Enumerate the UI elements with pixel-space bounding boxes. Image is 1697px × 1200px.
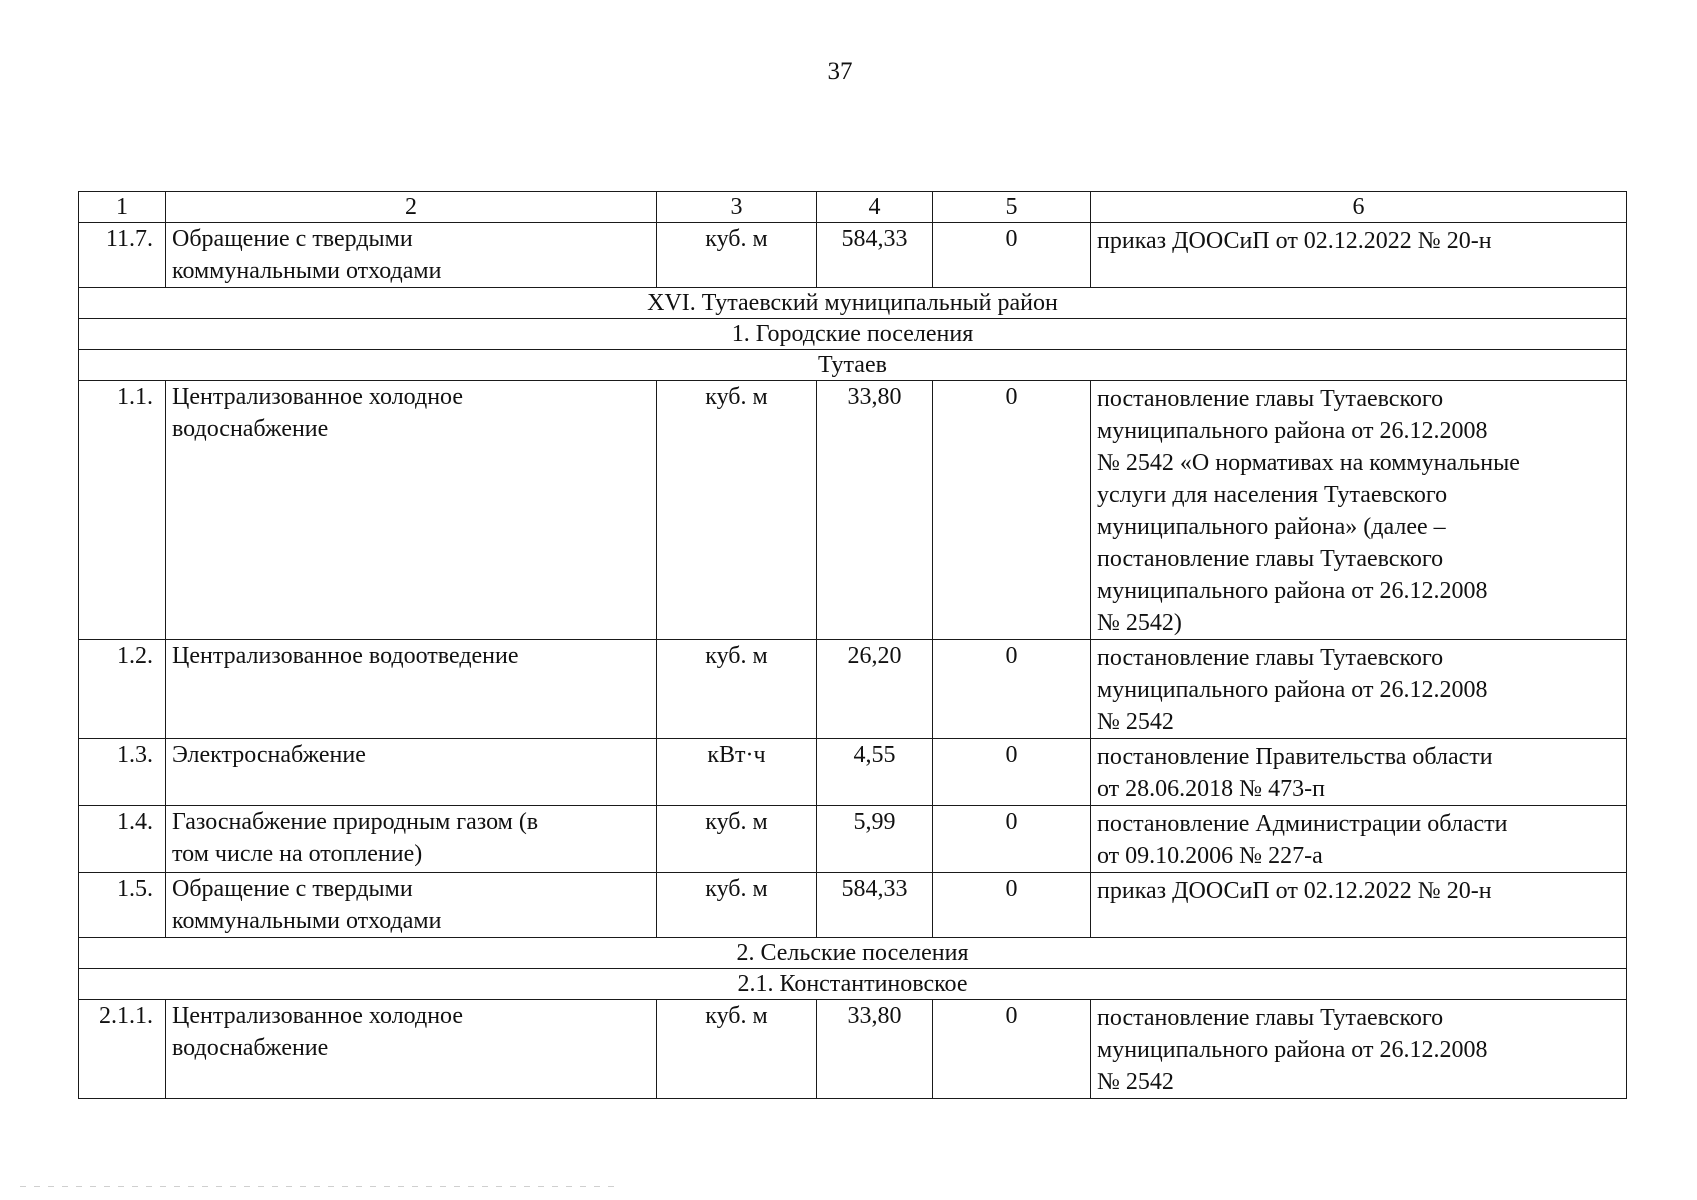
service-name [166,640,657,739]
column-5-value: 0 [933,1000,1091,1099]
service-name-line: Обращение с твердыми [172,226,413,252]
table-row [79,806,1627,873]
legal-basis [1091,806,1627,873]
service-name-line: том числе на отопление) [172,841,423,867]
legal-basis-line: приказ ДООСиП от 02.12.2022 № 20-н [1097,228,1492,254]
unit: кВт·ч [657,739,817,806]
row-number: 1.3. [79,739,166,806]
service-name-line: Централизованное холодное [172,384,463,410]
column-5-value: 0 [933,873,1091,938]
legal-basis-line: муниципального района от 26.12.2008 [1097,1037,1488,1063]
unit: куб. м [657,1000,817,1099]
section-heading-row [79,288,1627,319]
service-name [166,1000,657,1099]
service-name [166,806,657,873]
service-name [166,223,657,288]
scan-artifact-line [20,1186,620,1187]
legal-basis-line: постановление главы Тутаевского [1097,386,1444,412]
legal-basis-line: муниципального района от 26.12.2008 [1097,418,1488,444]
legal-basis-line: от 28.06.2018 № 473-п [1097,776,1325,802]
table-row [79,223,1627,288]
legal-basis-line: № 2542 «О нормативах на коммунальные [1097,450,1520,476]
column-5-value: 0 [933,381,1091,640]
section-heading: 2.1. Константиновское [79,969,1627,1000]
service-name-line: Обращение с твердыми [172,876,413,902]
legal-basis-line: муниципального района» (далее – [1097,514,1446,540]
service-name-line: водоснабжение [172,1035,329,1061]
row-number: 1.1. [79,381,166,640]
norm-value: 33,80 [817,1000,933,1099]
legal-basis [1091,739,1627,806]
legal-basis-line: № 2542 [1097,709,1174,735]
legal-basis-line: постановление главы Тутаевского [1097,1005,1444,1031]
legal-basis [1091,1000,1627,1099]
legal-basis-line: постановление главы Тутаевского [1097,645,1444,671]
legal-basis-line: приказ ДООСиП от 02.12.2022 № 20-н [1097,878,1492,904]
column-number-header: 6 [1091,192,1627,223]
legal-basis [1091,873,1627,938]
unit: куб. м [657,223,817,288]
legal-basis-line: № 2542 [1097,1069,1174,1095]
column-number-header: 1 [79,192,166,223]
unit: куб. м [657,873,817,938]
section-heading-row [79,969,1627,1000]
legal-basis-line: постановление Правительства области [1097,744,1493,770]
row-number: 1.5. [79,873,166,938]
column-5-value: 0 [933,640,1091,739]
column-number-header: 5 [933,192,1091,223]
section-heading-row [79,938,1627,969]
table-row [79,1000,1627,1099]
row-number: 11.7. [79,223,166,288]
page-number: 37 [827,58,853,85]
column-number-header: 3 [657,192,817,223]
norm-value: 4,55 [817,739,933,806]
norm-value: 26,20 [817,640,933,739]
legal-basis-line: постановление главы Тутаевского [1097,546,1444,572]
legal-basis-line: муниципального района от 26.12.2008 [1097,677,1488,703]
service-name-line: коммунальными отходами [172,258,442,284]
row-number: 1.4. [79,806,166,873]
service-name-line: Электроснабжение [172,742,366,768]
legal-basis-line: постановление Администрации области [1097,811,1508,837]
legal-basis-line: № 2542) [1097,610,1182,636]
column-5-value: 0 [933,806,1091,873]
norm-value: 5,99 [817,806,933,873]
section-heading: Тутаев [79,350,1627,381]
tariff-table [78,191,1627,1099]
column-number-header: 4 [817,192,933,223]
section-heading-row [79,350,1627,381]
section-heading: 2. Сельские поселения [79,938,1627,969]
legal-basis-line: муниципального района от 26.12.2008 [1097,578,1488,604]
norm-value: 584,33 [817,873,933,938]
row-number: 1.2. [79,640,166,739]
table-row [79,640,1627,739]
row-number: 2.1.1. [79,1000,166,1099]
legal-basis-line: услуги для населения Тутаевского [1097,482,1448,508]
service-name [166,381,657,640]
table-row [79,739,1627,806]
unit: куб. м [657,806,817,873]
service-name-line: Централизованное водоотведение [172,643,519,669]
legal-basis [1091,381,1627,640]
service-name-line: водоснабжение [172,416,329,442]
norm-value: 584,33 [817,223,933,288]
legal-basis [1091,223,1627,288]
column-5-value: 0 [933,739,1091,806]
legal-basis [1091,640,1627,739]
norm-value: 33,80 [817,381,933,640]
table-row [79,381,1627,640]
header-row [79,192,1627,223]
legal-basis-line: от 09.10.2006 № 227-а [1097,843,1323,869]
unit: куб. м [657,381,817,640]
service-name-line: Централизованное холодное [172,1003,463,1029]
service-name [166,739,657,806]
service-name-line: коммунальными отходами [172,908,442,934]
column-number-header: 2 [166,192,657,223]
service-name [166,873,657,938]
column-5-value: 0 [933,223,1091,288]
unit: куб. м [657,640,817,739]
section-heading: XVI. Тутаевский муниципальный район [79,288,1627,319]
section-heading: 1. Городские поселения [79,319,1627,350]
table-row [79,873,1627,938]
section-heading-row [79,319,1627,350]
service-name-line: Газоснабжение природным газом (в [172,809,539,835]
